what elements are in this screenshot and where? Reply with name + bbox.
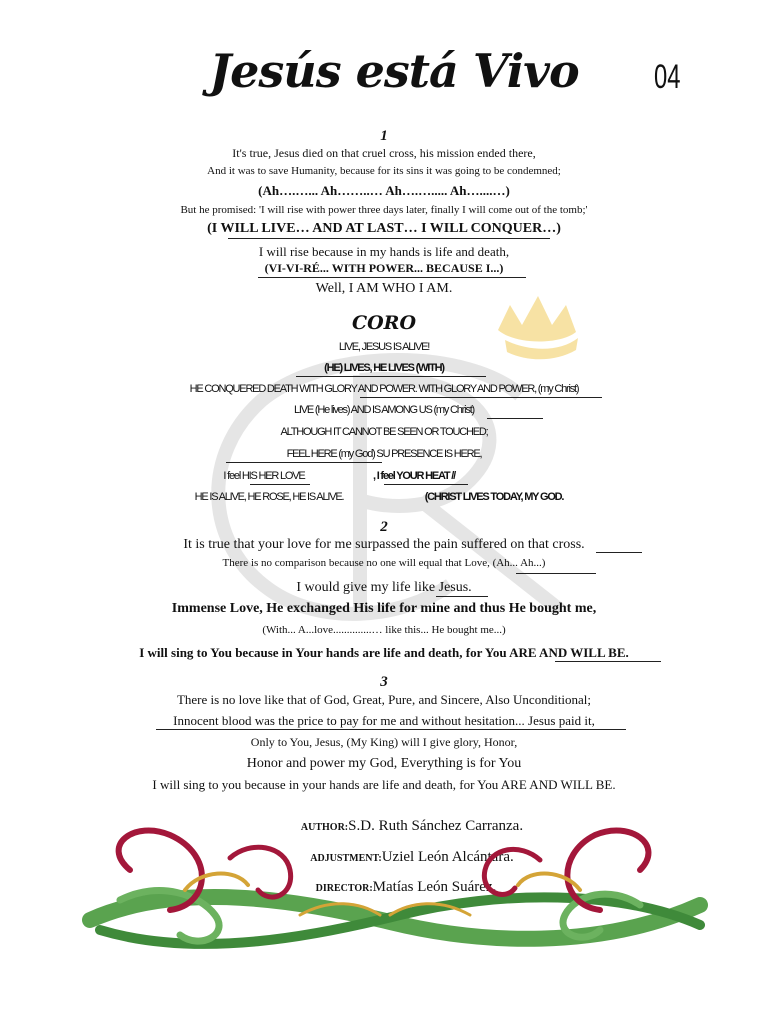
chorus-heading: CORO [351,312,416,334]
verse-3-line-1: There is no love like that of God, Great, Pure, and Sincere, Also Unconditional; [176,692,592,707]
verse-1-line-4: But he promised: 'I will rise with power three days later, finally I will come out of the tomb;' [180,204,588,216]
credit-director-name: Matías León Suárez. [372,879,497,895]
verse-3-line-4: Honor and power my God, Everything is for You [246,756,522,771]
verse-2-line-1: It is true that your love for me surpassed the pain suffered on that cross. [183,537,585,552]
chorus-line-7: I feel HIS HER LOVE [223,470,305,482]
chorus-line-5: ALTHOUGH IT CANNOT BE SEEN OR TOUCHED; [280,426,488,438]
verse-2-heading: 2 [380,519,388,535]
song-number: 04 [654,58,681,96]
verse-1-line-3: (Ah….…... Ah……..… Ah….…..... Ah…....…) [258,183,510,198]
verse-1-line-1: It's true, Jesus died on that cruel cross, his mission ended there, [232,146,536,160]
chorus-line-1: LIVE, JESUS IS ALIVE! [338,341,430,353]
verse-1-line-8: Well, I AM WHO I AM. [315,281,453,296]
chorus-line-9: HE IS ALIVE, HE ROSE, HE IS ALIVE. [194,491,344,503]
chorus-line-8: , I feel YOUR HEAT // [373,470,455,482]
verse-2-line-3: I would give my life like Jesus. [296,580,472,595]
credit-director-label: DIRECTOR: [315,883,373,894]
verse-2-line-6: I will sing to You because in Your hands are life and death, for You ARE AND WILL BE. [139,645,629,660]
verse-3-line-2: Innocent blood was the price to pay for me and without hesitation... Jesus paid it, [173,713,595,728]
chorus-line-4: LIVE (He lives) AND IS AMONG US (my Christ) [293,404,475,416]
chorus-line-2: (HE) LIVES, HE LIVES (WITH) [324,362,444,374]
verse-1-line-2: And it was to save Humanity, because for its sins it was going to be condemned; [207,165,561,177]
verse-2-line-2: There is no comparison because no one will equal that Love, (Ah... Ah...) [222,557,546,569]
verse-1-heading: 1 [380,128,388,144]
verse-2-line-4: Immense Love, He exchanged His life for mine and thus He bought me, [171,601,597,616]
chorus-line-10: (CHRIST LIVES TODAY, MY GOD. [424,491,564,503]
chorus-line-6: FEEL HERE (my God) SU PRESENCE IS HERE, [286,448,482,460]
verse-3-heading: 3 [380,674,388,690]
verse-1-line-5: (I WILL LIVE… AND AT LAST… I WILL CONQUER…) [207,221,561,236]
verse-3-line-5: I will sing to you because in your hands are life and death, for You ARE AND WILL BE. [152,777,616,792]
verse-1-line-7: (VI-VI-RÉ... WITH POWER... BECAUSE I...) [264,261,504,275]
verse-2-line-5: (With... A...love..............… like this... He bought me...) [262,624,506,636]
verse-3-line-3: Only to You, Jesus, (My King) will I give glory, Honor, [250,735,518,749]
song-title: Jesús está Vivo [209,44,579,98]
credit-adjustment-name: Uziel León Alcántara. [381,849,514,865]
credit-author-name: S.D. Ruth Sánchez Carranza. [348,818,524,834]
chorus-line-3: HE CONQUERED DEATH WITH GLORY AND POWER. WITH GLORY AND POWER, (my Christ) [189,383,579,395]
credit-author-label: AUTHOR: [300,822,349,833]
credit-adjustment-label: ADJUSTMENT: [310,853,382,864]
verse-1-line-6: I will rise because in my hands is life and death, [258,244,510,259]
